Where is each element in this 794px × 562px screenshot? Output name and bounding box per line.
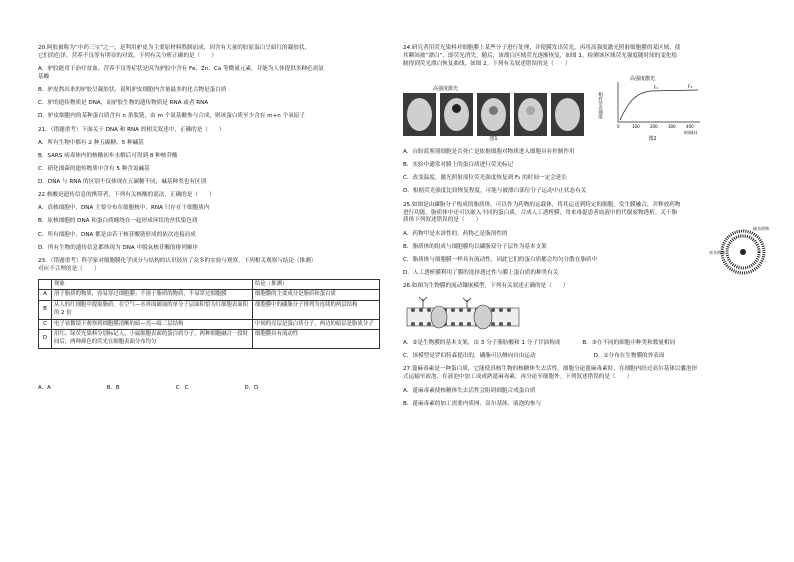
question-stem: 20.阿胶被称为“中药三宝”之一，是利用驴皮为主要原材料熬制而成，因含有大量的胶原蛋白呈暗红的凝胶状， 它们的色泽，营养不良等有明显的对效，下列有关分析正确的是（ ） xyxy=(38,45,311,59)
option-c: C．硝化细菌的遗传物质中含有 5 种含氮碱基 xyxy=(38,165,150,172)
laser-label: 高强度激光 xyxy=(433,85,459,92)
question-stem: 27.蓖麻毒素是一种蛋白质，它能使真核生物的核糖体失去活性。细胞分泌蓖麻毒素时，在细胞内经过高尔基体以囊泡形 式运输至液泡，在液泡中加工成成熟蓖麻毒素，再分泌至细胞外。下列叙述错误的是（ ） xyxy=(403,366,698,381)
table-header xyxy=(39,279,380,290)
option-a: A．驴胶能用于治疗贫血、营养不良等症状是因为驴胶中含有 Fe、Zn、Ca 等微量元素，并能为人体提供多种必需氨 基酸 xyxy=(38,66,324,80)
cell-image xyxy=(403,93,436,136)
option-c: C．改变温度，激光照射部位荧光强度恢复到 F₂ 的时间一定会延长 xyxy=(403,175,567,182)
fluid-mosaic-diagram xyxy=(403,296,523,336)
option-a: A．药物甲是水溶性的，药物乙是脂溶性的 xyxy=(403,230,508,237)
hydrophobic-drug-label: 疏水药物 xyxy=(753,225,769,231)
figure-2 xyxy=(597,74,705,143)
question-21 xyxy=(38,127,398,187)
header-conclusion: 结论（推测） xyxy=(253,279,380,290)
recovery-curve xyxy=(620,90,698,120)
question-26 xyxy=(403,283,773,361)
cell-sequence xyxy=(403,93,584,136)
option-a: A．台盼蓝鉴别细胞是否死亡是依据细胞对物质进入细胞具有控制作用 xyxy=(403,149,575,156)
question-20 xyxy=(38,45,398,121)
left-column xyxy=(38,45,398,397)
hydrophilic-drug-label: 亲水药物 xyxy=(709,249,725,255)
right-column xyxy=(403,45,773,414)
option-b: B．蓖麻毒素的加工需要内质网、高尔基体、液泡的参与 xyxy=(403,400,542,407)
option-a: A．蓖麻毒素使核糖体失去活性会阻碍细胞合成蛋白质 xyxy=(403,387,536,394)
x-tick-label: 0 xyxy=(617,124,620,129)
liposome-diagram xyxy=(709,224,773,278)
question-stem: 24.研究者用荧光染料对细胞膜上某些分子进行处理，并使膜发出荧光，再用高强度激光照射细胞膜的某区域，使 其瞬间被“漂白”，即荧光消失。随后，该漂白区域荧光逐渐恢复，如图 1。检测该区域荧光强度随时间的变化绘 制得到荧光漂白恢复曲线，如图 2。下列有关叙述错误的是（ ） xyxy=(403,45,681,67)
option-c: C．驴的遗传物质是 DNA，而驴胶生物的遗传物质是 RNA 或者 RNA xyxy=(38,100,209,107)
option-a: A．所有生物中都有 2 种五碳糖、5 种碱基 xyxy=(38,139,144,146)
option-b: B．脂质体的组成与细胞膜均以磷脂双分子层作为基本支架 xyxy=(403,243,547,250)
x-axis-label: 时间(s) xyxy=(684,130,698,135)
question-stem: 22.核酸是遗传信息的携带者，下列有关核酸的说法，正确的是（ ） xyxy=(38,192,215,199)
option-c-d xyxy=(403,353,773,361)
question-stem: 23．（错题重考）科学家对细胞膜化学成分与结构的认识经历了众多的实验与观察，下列相关观察与结论（推测） 对应不合理的是（ ） xyxy=(38,257,317,272)
cell-image xyxy=(514,93,547,136)
option-c: C．所有细胞中，DNA 都是由若干核苷酸链形成的依次连接而成 xyxy=(38,231,196,238)
table-row: A 溶于脂质的物质，容易穿过细胞膜；不溶于脂质的物质，不易穿过细胞膜 细胞膜的主要成分是脂质和蛋白质 xyxy=(39,290,380,301)
choice-d: D．D xyxy=(244,384,259,391)
f2-label: F₂ xyxy=(688,85,693,90)
option-a: A．②是生物膜的基本支架，由 3 分子脂肪酸和 1 分子甘油构成 xyxy=(403,340,561,347)
y-axis-label: 相对荧光强度 xyxy=(597,92,603,119)
option-d: D．①分布在生物膜的外表面 xyxy=(593,353,665,360)
question-22 xyxy=(38,192,398,252)
option-c: C．脂质体与细胞膜一样具有流动性，因此它们的蛋白质都会均匀分散在脂质中 xyxy=(403,256,598,263)
option-d: D．根据荧光强度比较恢复程度，可能与被漂白部位分子运动中止状态有关 xyxy=(403,188,587,195)
question-stem: 26.如图为生物膜的流动镶嵌模型，下列有关叙述正确的是（ ） xyxy=(403,283,569,290)
x-tick-label: 100 xyxy=(632,124,640,129)
choice-a: A．A xyxy=(38,384,51,391)
figure-2-caption: 图2 xyxy=(648,136,657,142)
table-row: B 从人的红细胞中提取脂质，在空气—水界面铺展的单分子层面积恰为红细胞表面积的 2 倍 细胞膜中的磷脂分子排列为连续的两层结构 xyxy=(39,301,380,319)
cell-image xyxy=(477,93,510,136)
option-b: B．原核细胞的 DNA 和蛋白质缠绕在一起形成环状的丝状染色质 xyxy=(38,218,198,225)
option-d: D．人工透析膜利用了膜的选择透过性与膜上蛋白质的种类有关 xyxy=(403,269,559,276)
option-d: D．DNA 与 RNA 的区别不仅体现在五碳糖不同，碱基种类也有区别 xyxy=(38,179,207,185)
x-tick-label: 400 xyxy=(686,124,694,129)
cell-image xyxy=(551,93,584,136)
x-tick-label: 300 xyxy=(668,124,676,129)
option-a: A．真核细胞中，DNA 主要分布在细胞核中，RNA 只存在于细胞质内 xyxy=(38,205,210,212)
answer-choices xyxy=(38,385,398,393)
question-23 xyxy=(38,258,398,392)
cell-image xyxy=(440,93,473,136)
choice-c: C．C xyxy=(175,384,189,391)
option-d: D．所有生物的遗传信息都体现为 DNA 中脱氧核苷酸的排列顺序 xyxy=(38,244,199,251)
recovery-curve-chart xyxy=(597,74,705,136)
question-25 xyxy=(403,202,773,278)
observation-table xyxy=(38,279,380,349)
option-b: B．SARS 病毒体内的核酸初步水解后可得到 8 种核苷酸 xyxy=(38,152,178,159)
figure-1 xyxy=(403,86,584,143)
x-tick-label: 200 xyxy=(650,124,658,129)
choice-b: B．B xyxy=(106,384,120,391)
table-row: D 用红、绿荧光染料分别标记人、小鼠细胞表面的蛋白质分子，两种细胞融合一段时间后，两种颜色的荧光在细胞表面分布均匀 细胞膜具有流动性 xyxy=(39,330,380,348)
question-27 xyxy=(403,366,773,408)
figure-1-caption: 图1 xyxy=(489,136,498,142)
option-a-b xyxy=(403,340,773,348)
option-b: B．驴皮熬出来的驴胶呈凝胶状，说明驴皮细胞内含量最多的化合物是蛋白质 xyxy=(38,87,227,94)
header-observation: 现象 xyxy=(52,279,253,290)
option-c: C．该模型是罗伯特森提出的，磷脂可以侧向自由运动 xyxy=(403,353,536,360)
option-b: B．③在不同的细胞中种类和数量相同 xyxy=(582,340,676,347)
option-d: D．驴皮细胞内的某种蛋白质含有 n 条肽链，由 m 个氨基酸参与合成，则该蛋白质至少含有 m+n 个氧原子 xyxy=(38,113,305,120)
question-24 xyxy=(403,45,773,196)
figure-row xyxy=(403,74,773,143)
question-stem: 25.如图是由磷脂分子构成的脂质体，可以作为药物的运载体，将其运送到特定的细胞，发生膜融合，并释放药物 进行功能。脂质体中还可以嵌入不同的蛋白质，合成人工透析膜，用来毒促患者血液中的代谢废物透析。关于脂 质体下列叙述错误的是（ ） xyxy=(403,201,681,224)
table-row: C 电子显微镜下观察到细胞膜清晰的暗—亮—暗三层结构 中间的亮层是蛋白质分子，两边的暗层是脂质分子 xyxy=(39,319,380,330)
question-stem: 21．（错题重考）下面关于 DNA 和 RNA 的相关叙述中，正确的是（ ） xyxy=(38,126,225,133)
f1-label: F₁ xyxy=(654,86,659,91)
chart-laser-label: 高强度激光 xyxy=(630,76,656,82)
option-b: B．实验中通常对膜上的蛋白质进行荧光标记 xyxy=(403,162,514,169)
